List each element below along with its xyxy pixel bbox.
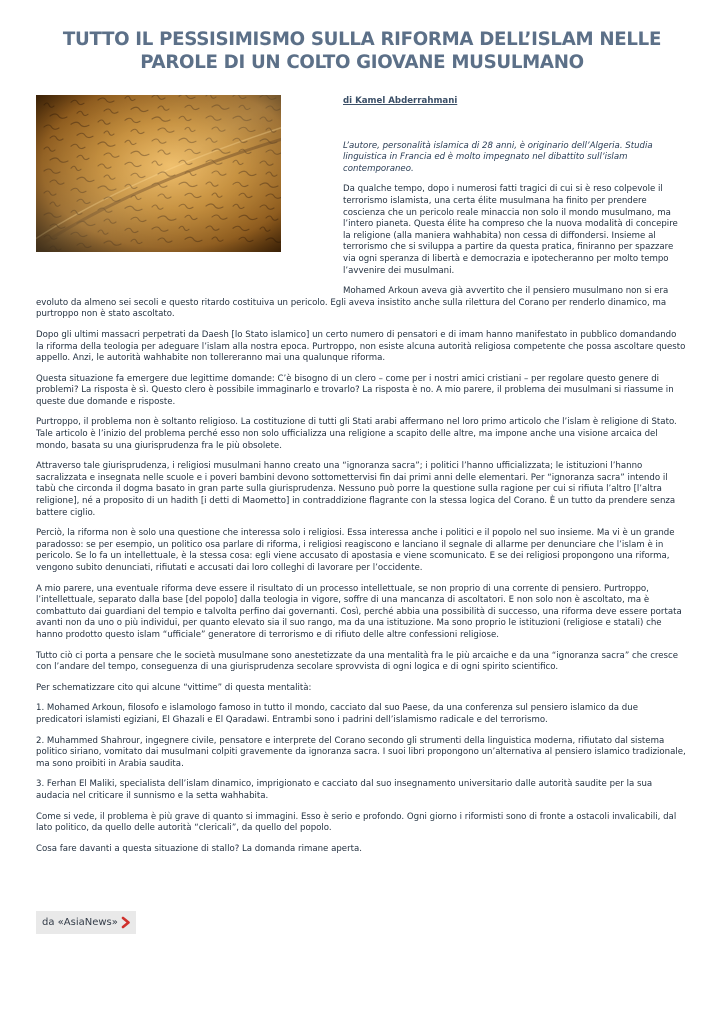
list-item: 2. Muhammed Shahrour, ingegnere civile, pensatore e interprete del Corano secondo gli strumenti della linguistica moderna, rifiutato dal sistema politico siriano, vomitato dai musulmani colpiti gravemente da ignoranza sacra. I suoi libri propongono un’alternativa al pensiero islamico tradizionale, ma sono proibiti in Arabia saudita.: [36, 735, 686, 769]
list-item: 3. Ferhan El Maliki, specialista dell’islam dinamico, imprigionato e cacciato dal suo insegnamento universitario dalle autorità saudite per la sua audacia nel criticare il sunnismo e la setta wahhabita.: [36, 779, 653, 801]
paragraph: Cosa fare davanti a questa situazione di stallo? La domanda rimane aperta.: [36, 843, 362, 854]
list-item: 1. Mohamed Arkoun, filosofo e islamologo famoso in tutto il mondo, cacciato dal suo Paese, da una conferenza sul pensiero islamico da due predicatori islamisti egiziani, El Ghazali e El Qaradawi. Entrambi sono i padrini dell’islamismo radicale e del terrorismo.: [36, 703, 638, 725]
author-byline[interactable]: di Kamel Abderrahmani: [343, 96, 458, 106]
paragraph: Come si vede, il problema è più grave di quanto si immagini. Esso è serio e profondo. Ogni giorno i riformisti sono di fronte a ostacoli invalicabili, dal lato politico, da quello delle autorità “clericali”, da quello del popolo.: [36, 811, 677, 834]
source-link-label: da «AsiaNews»: [42, 917, 118, 928]
paragraph: Attraverso tale giurisprudenza, i religiosi musulmani hanno creato una “ignoranza sacra”; i politici l’hanno ufficializzata; le istituzioni l’hanno sacralizzata e insegnata nelle scuole e i poveri bambini devono sottomettervisi fin dai primi anni delle elementari. Per “ignoranza sacra” intendo il tabù che circonda il dogma basato in gran parte sulla giurisprudenza. Nessuno può porre la questione sulla ragione per cui si rifiuta l’altro [l’altra religione], né a proposito di un hadith [i detti di Maometto] in contraddizione flagrante con la stessa logica del Corano. È un tutto da prendere senza battere ciglio.: [36, 461, 676, 518]
paragraph: Tutto ciò ci porta a pensare che le società musulmane sono anestetizzate da una mentalità fra le più arcaiche e da una “ignoranza sacra” che cresce con l’andare del tempo, conseguenza di una giurisprudenza secolare sprovvista di ogni logica e di ogni spirito scientifico.: [36, 650, 679, 673]
paragraph: Dopo gli ultimi massacri perpetrati da Daesh [lo Stato islamico] un certo numero di pensatori e di imam hanno manifestato in pubblico domandando la riforma della teologia per adeguare l’islam alla nostra epoca. Purtroppo, non esiste alcuna autorità religiosa competente che possa ascoltare questo appello. Anzi, le autorità wahhabite non tollereranno mai una qualunque riforma.: [36, 329, 686, 364]
chevron-right-icon: [120, 916, 132, 929]
paragraph: Purtroppo, il problema non è soltanto religioso. La costituzione di tutti gli Stati arabi affermano nel loro primo articolo che l’islam è religione di Stato. Tale articolo è l’inizio del problema perché esso non solo ufficializza una religione a scapito delle altre, ma impone anche una visione arcaica del mondo, basata su una giurisprudenza fra le più obsolete.: [36, 417, 677, 451]
source-link-button[interactable]: [36, 911, 136, 934]
article-title: TUTTO IL PESSISIMISMO SULLA RIFORMA DELL’ISLAM NELLE PAROLE DI UN COLTO GIOVANE MUSULMANO: [62, 29, 662, 73]
paragraph: Da qualche tempo, dopo i numerosi fatti tragici di cui si è reso colpevole il terrorismo islamista, una certa élite musulmana ha finito per prendere coscienza che un pericolo reale minaccia non solo il mondo musulmano, ma l’intero pianeta. Questa élite ha compreso che la nuova modalità di concepire la religione (alla maniera wahhabita) non cessa di diffondersi. Insieme al terrorismo che si sviluppa a partire da questa pratica, finiranno per spazzare via ogni speranza di libertà e democrazia e ipotecheranno per molto tempo l’avvenire dei musulmani.: [343, 184, 678, 276]
paragraph: Perciò, la riforma non è solo una questione che interessa solo i religiosi. Essa interessa anche i politici e il popolo nel suo insieme. Ma vi è un grande paradosso: se per esempio, un politico osa parlare di riforma, i religiosi reagiscono e lanciano il segnale di allarme per denunciare che l’islam è in pericolo. Se lo fa un intellettuale, è la stessa cosa: egli viene accusato di apostasia e viene scomunicato. E se dei religiosi propongono una riforma, vengono subito denunciati, rifiutati e accusati dai loro colleghi di lavorare per l’occidente.: [36, 528, 675, 573]
paragraph: Mohamed Arkoun aveva già avvertito che il pensiero musulmano non si era evoluto da almeno sei secoli e questo ritardo costituiva un pericolo. Egli aveva insistito anche sulla rilettura del Corano per renderlo dinamico, ma purtroppo non è stato ascoltato.: [36, 286, 669, 320]
article-body: [36, 94, 686, 855]
paragraph: A mio parere, una eventuale riforma deve essere il risultato di un processo intellettuale, se non proprio di una corrente di pensiero. Purtroppo, l’intellettuale, separato dalla base [del popolo] dalla teologia in vigore, soffre di una mancanza di ascoltatori. E non solo non è ascoltato, ma è combattuto dai guardiani del tempio e talvolta perfino dai governanti. Così, perché abbia una possibilità di successo, una riforma deve essere portata avanti non da uno o più individui, per quanto elevato sia il suo rango, ma da una istituzione. Ma sono proprio le istituzioni (religiose e statali) che hanno prodotto questo islam “ufficiale” generatore di terrorismo e di rifiuto delle altre confessioni religiose.: [36, 583, 682, 640]
author-intro: L’autore, personalità islamica di 28 anni, è originario dell’Algeria. Studia linguistica in Francia ed è molto impegnato nel dibattito sull’islam contemporaneo.: [343, 140, 653, 174]
paragraph: Questa situazione fa emergere due legittime domande: C’è bisogno di un clero – come per i nostri amici cristiani – per regolare questo genere di problemi? La risposta è sì. Questo clero è possibile immaginarlo e trovarlo? La risposta è no. A mio parere, il problema dei musulmani si riassume in queste due domande e risposte.: [36, 373, 674, 407]
paragraph: Per schematizzare cito qui alcune “vittime” di questa mentalità:: [36, 682, 312, 693]
